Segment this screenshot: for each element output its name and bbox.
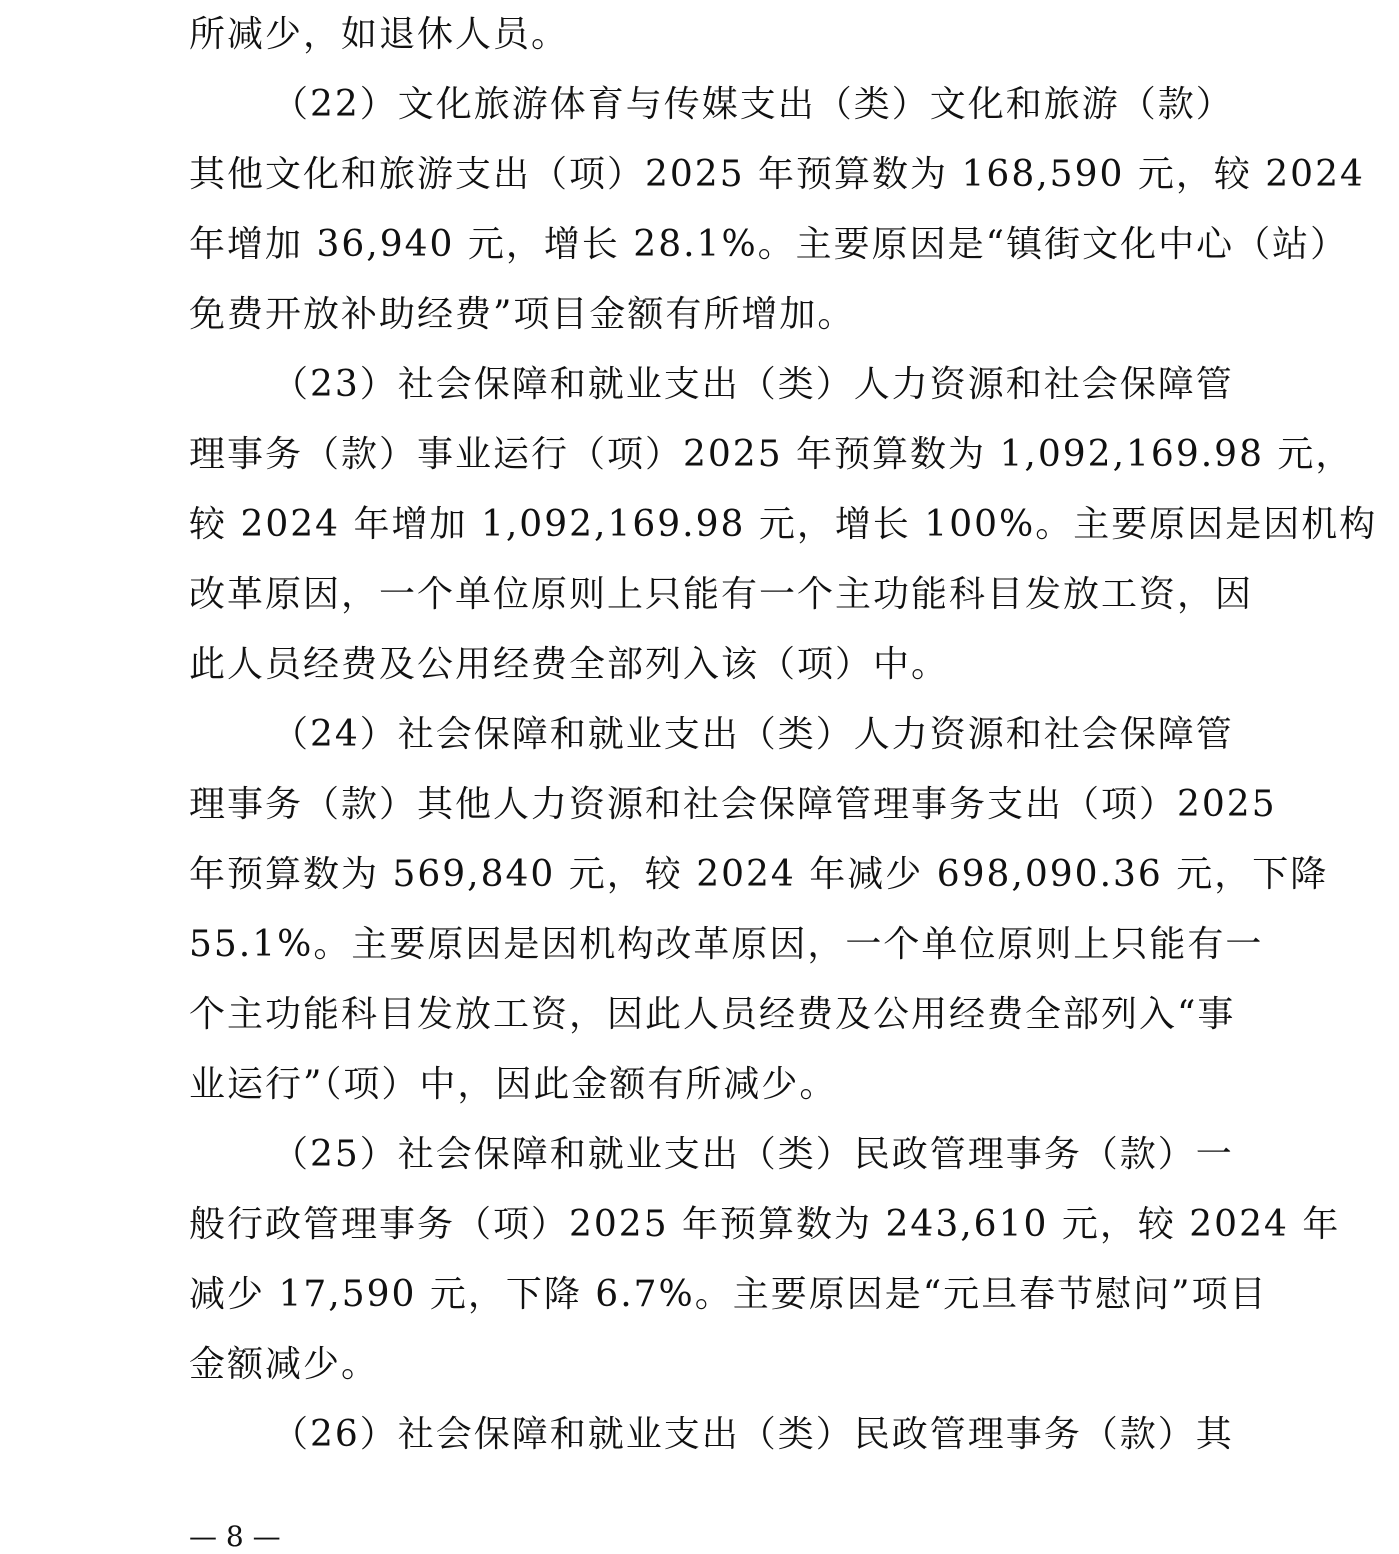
text-line: 改革原因，一个单位原则上只能有一个主功能科目发放工资，因 (189, 574, 1254, 615)
text-line: 个主功能科目发放工资，因此人员经费及公用经费全部列入“事 (189, 994, 1236, 1035)
paragraph-26-heading-line: （26）社会保障和就业支出（类）民政管理事务（款）其 (272, 1414, 1234, 1455)
text-line: 般行政管理事务（项）2025 年预算数为 243,610 元，较 2024 年 (189, 1204, 1341, 1245)
paragraph-22-heading-line: （22）文化旅游体育与传媒支出（类）文化和旅游（款） (272, 84, 1234, 125)
paragraph-23-heading-line: （23）社会保障和就业支出（类）人力资源和社会保障管 (272, 364, 1234, 405)
text-line: 金额减少。 (189, 1344, 380, 1385)
text-line: 理事务（款）事业运行（项）2025 年预算数为 1,092,169.98 元， (189, 434, 1354, 475)
text-line: 所减少，如退休人员。 (189, 14, 570, 55)
text-line: 年增加 36,940 元，增长 28.1%。主要原因是“镇街文化中心（站） (189, 224, 1349, 265)
text-line: 免费开放补助经费”项目金额有所增加。 (189, 294, 856, 335)
text-line: 其他文化和旅游支出（项）2025 年预算数为 168,590 元，较 2024 (189, 154, 1365, 195)
paragraph-25-heading-line: （25）社会保障和就业支出（类）民政管理事务（款）一 (272, 1134, 1234, 1175)
text-line: 较 2024 年增加 1,092,169.98 元，增长 100%。主要原因是因机构 (189, 504, 1378, 545)
page-number: — 8 — (189, 1520, 281, 1553)
text-line: 55.1%。主要原因是因机构改革原因，一个单位原则上只能有一 (189, 924, 1264, 965)
paragraph-24-heading-line: （24）社会保障和就业支出（类）人力资源和社会保障管 (272, 714, 1234, 755)
text-line: 年预算数为 569,840 元，较 2024 年减少 698,090.36 元，下降 (189, 854, 1329, 895)
text-line: 业运行”（项）中，因此金额有所减少。 (189, 1064, 838, 1105)
text-line: 此人员经费及公用经费全部列入该（项）中。 (189, 644, 950, 685)
text-line: 减少 17,590 元，下降 6.7%。主要原因是“元旦春节慰问”项目 (189, 1274, 1268, 1315)
text-line: 理事务（款）其他人力资源和社会保障管理事务支出（项）2025 (189, 784, 1277, 825)
